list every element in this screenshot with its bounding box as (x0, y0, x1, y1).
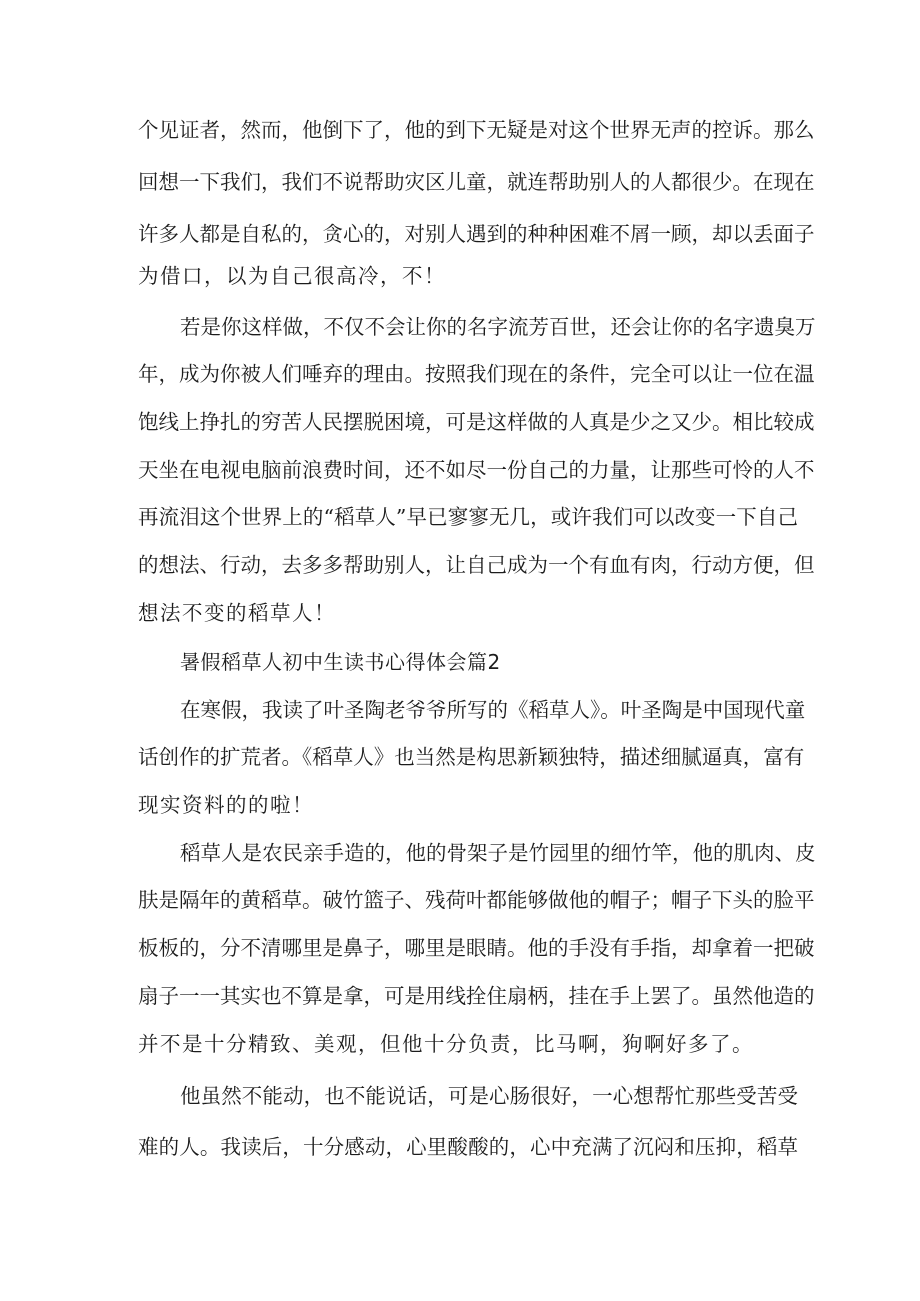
paragraph-line: 板板的，分不清哪里是鼻子，哪里是眼睛。他的手没有手指，却拿着一把破 (138, 936, 815, 960)
section-heading: 暑假稻草人初中生读书心得体会篇2 (180, 650, 501, 674)
paragraph-line: 话创作的扩荒者。《稻草人》也当然是构思新颖独特，描述细腻逼真，富有 (138, 745, 805, 769)
paragraph-line: 在寒假，我读了叶圣陶老爷爷所写的《稻草人》。叶圣陶是中国现代童 (180, 698, 806, 722)
paragraph-line: 个见证者，然而，他倒下了，他的到下无疑是对这个世界无声的控诉。那么 (138, 118, 815, 142)
paragraph-line: 扇子一一其实也不算是拿，可是用线拴住扇柄，挂在手上罢了。虽然他造的 (138, 984, 815, 1008)
paragraph-line: 再流泪这个世界上的“稻草人”早已寥寥无几，或许我们可以改变一下自己 (138, 505, 798, 529)
paragraph-line: 回想一下我们，我们不说帮助灾区儿童，就连帮助别人的人都很少。在现在 (138, 170, 815, 194)
paragraph-line: 他虽然不能动，也不能说话，可是心肠很好，一心想帮忙那些受苦受 (180, 1084, 798, 1108)
paragraph-line: 天坐在电视电脑前浪费时间，还不如尽一份自己的力量，让那些可怜的人不 (138, 458, 815, 482)
paragraph-line: 的想法、行动，去多多帮助别人，让自己成为一个有血有肉，行动方便，但 (138, 553, 815, 577)
paragraph-line: 稻草人是农民亲手造的，他的骨架子是竹园里的细竹竿，他的肌肉、皮 (180, 841, 816, 865)
paragraph-line: 并不是十分精致、美观，但他十分负责，比马啊，狗啊好多了。 (138, 1032, 754, 1056)
paragraph-line: 肤是隔年的黄稻草。破竹篮子、残荷叶都能够做他的帽子；帽子下头的脸平 (138, 888, 815, 912)
paragraph-line: 难的人。我读后，十分感动，心里酸酸的，心中充满了沉闷和压抑，稻草 (138, 1135, 798, 1159)
paragraph-line: 饱线上挣扎的穷苦人民摆脱困境，可是这样做的人真是少之又少。相比较成 (138, 410, 815, 434)
paragraph-line: 许多人都是自私的，贪心的，对别人遇到的种种困难不屑一顾，却以丢面子 (138, 222, 815, 246)
paragraph-line: 年，成为你被人们唾弃的理由。按照我们现在的条件，完全可以让一位在温 (138, 362, 815, 386)
paragraph-line: 现实资料的的啦！ (138, 793, 314, 817)
paragraph-line: 若是你这样做，不仅不会让你的名字流芳百世，还会让你的名字遗臭万 (180, 315, 816, 339)
paragraph-line: 想法不变的稻草人！ (138, 601, 336, 625)
paragraph-line: 为借口，以为自己很高冷，不！ (138, 264, 446, 288)
